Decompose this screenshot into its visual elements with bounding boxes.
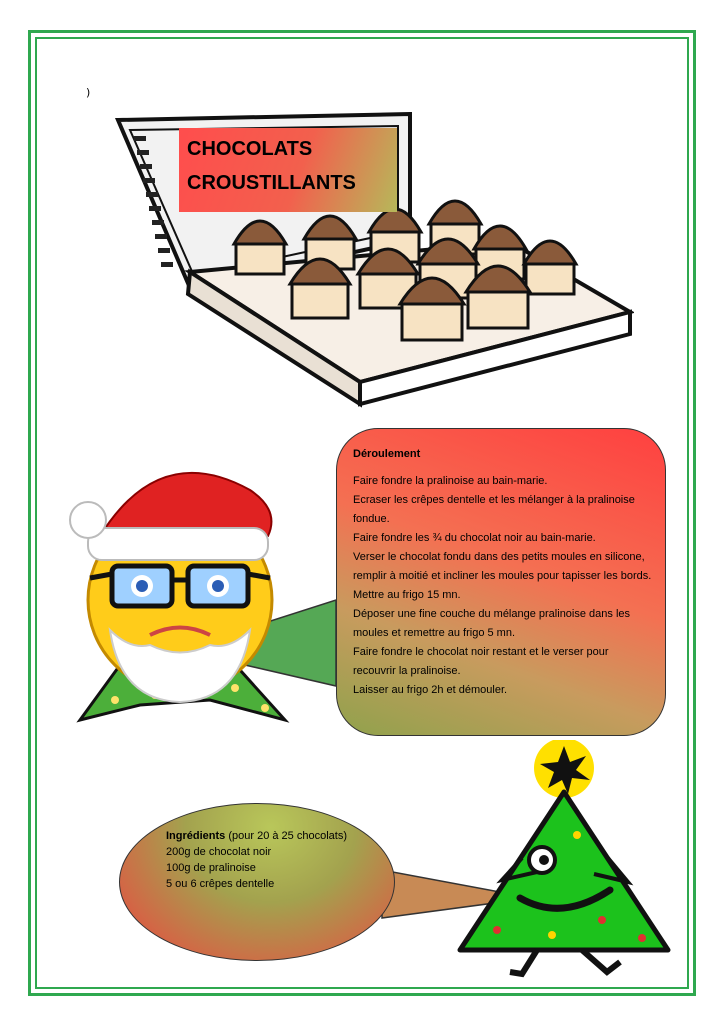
christmas-tree-illustration [372,740,672,990]
ingredients-list [166,844,374,892]
step-item: Faire fondre les ¾ du chocolat noir au bain-marie. [353,532,596,544]
steps-list [353,472,653,700]
step-item: Faire fondre la pralinoise au bain-marie. [353,475,548,487]
step-item: Faire fondre le chocolat noir restant et le verser pour recouvrir la pralinoise. [353,646,609,677]
stray-mark: ) [86,86,91,99]
step-item: Verser le chocolat fondu dans des petits moules en silicone, remplir à moitié et incliner les moules pour tapisser les bords. [353,551,652,582]
ingredients-speech-bubble [119,803,395,961]
ingredients-heading-line [166,828,374,844]
ingredients-heading: Ingrédients [166,830,226,842]
steps-heading: Déroulement [353,448,421,460]
recipe-title-line-2: CROUSTILLANTS [187,172,356,194]
ingredients-heading-note: (pour 20 à 25 chocolats) [225,830,347,842]
ingredient-item: 200g de chocolat noir [166,846,272,858]
ingredient-item: 100g de pralinoise [166,862,256,874]
recipe-title-line-1: CHOCOLATS [187,138,313,160]
step-item: Déposer une fine couche du mélange pralinoise dans les moules et remettre au frigo 5 mn. [353,608,631,639]
ingredient-item: 5 ou 6 crêpes dentelle [166,878,275,890]
steps-speech-bubble [336,428,666,736]
step-item: Mettre au frigo 15 mn. [353,589,461,601]
recipe-title-box [179,128,397,212]
step-item: Laisser au frigo 2h et démouler. [353,684,508,696]
step-item: Ecraser les crêpes dentelle et les mélanger à la pralinoise fondue. [353,494,635,525]
santa-smiley-illustration [60,450,350,740]
